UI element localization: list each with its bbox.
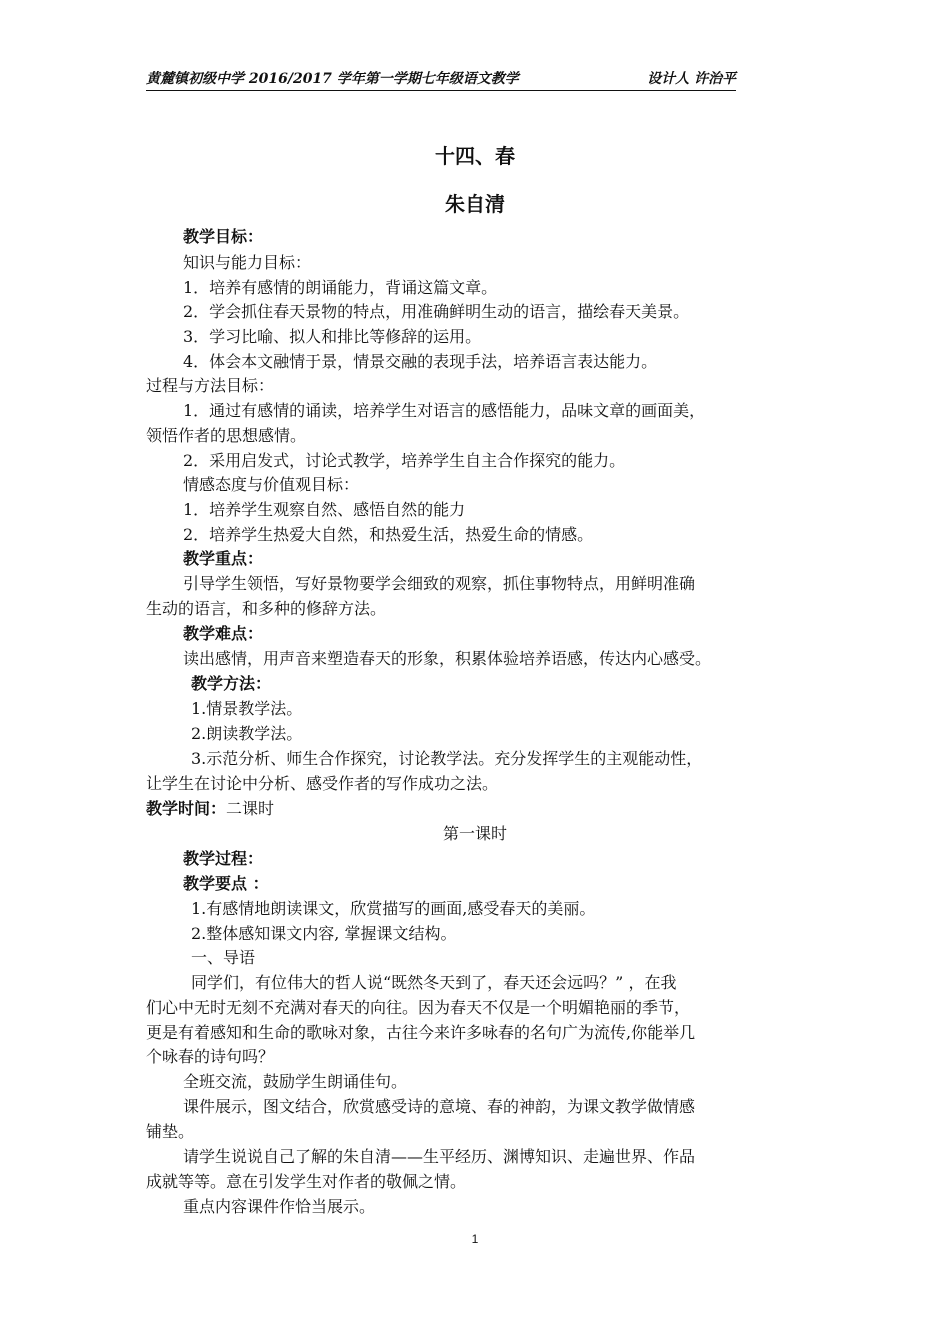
text-line: 2.朗读教学法。 bbox=[191, 724, 303, 743]
lesson-title: 十四、春 bbox=[435, 144, 515, 168]
text-line: 1．培养学生观察自然、感悟自然的能力 bbox=[183, 500, 466, 519]
text-line: 4．体会本文融情于景，情景交融的表现手法，培养语言表达能力。 bbox=[183, 352, 658, 371]
teaching-time-value: 二课时 bbox=[226, 799, 275, 818]
text-line: 1．培养有感情的朗诵能力，背诵这篇文章。 bbox=[183, 278, 498, 297]
page-number: 1 bbox=[471, 1232, 479, 1246]
teaching-time-label: 教学时间： bbox=[146, 799, 227, 818]
text-line: 1.情景教学法。 bbox=[191, 699, 303, 718]
text-line: 读出感情，用声音来塑造春天的形象，积累体验培养语感，传达内心感受。 bbox=[183, 649, 712, 668]
lesson-period-heading: 第一课时 bbox=[442, 824, 507, 843]
text-line: 全班交流，鼓励学生朗诵佳句。 bbox=[183, 1072, 408, 1091]
header-designer: 设计人 许治平 bbox=[647, 71, 736, 87]
text-line: 领悟作者的思想感情。 bbox=[146, 426, 307, 445]
text-line: 铺垫。 bbox=[146, 1122, 195, 1141]
text-line: 3．学习比喻、拟人和排比等修辞的运用。 bbox=[183, 327, 482, 346]
section-heading-objectives: 教学目标： bbox=[183, 227, 264, 246]
text-line: 3.示范分析、师生合作探究，讨论教学法。充分发挥学生的主观能动性， bbox=[191, 749, 703, 768]
section-heading-main-points: 教学要点 ： bbox=[183, 874, 269, 893]
teaching-time bbox=[146, 798, 274, 820]
page-header bbox=[146, 66, 736, 91]
text-line: 1．通过有感情的诵读，培养学生对语言的感悟能力，品味文章的画面美， bbox=[183, 401, 706, 420]
text-line: 们心中无时无刻不充满对春天的向往。因为春天不仅是一个明媚艳丽的季节， bbox=[146, 998, 691, 1017]
text-line: 2．培养学生热爱大自然，和热爱生活，热爱生命的情感。 bbox=[183, 525, 594, 544]
text-line: 让学生在讨论中分析、感受作者的写作成功之法。 bbox=[146, 774, 499, 793]
text-line: 重点内容课件作恰当展示。 bbox=[183, 1197, 376, 1216]
text-line: 课件展示，图文结合，欣赏感受诗的意境、春的神韵，为课文教学做情感 bbox=[183, 1097, 696, 1116]
section-heading-difficulties: 教学难点： bbox=[183, 624, 264, 643]
text-line: 同学们，有位伟大的哲人说“既然冬天到了，春天还会远吗？” ，在我 bbox=[191, 973, 677, 992]
section-heading-process: 教学过程： bbox=[183, 849, 264, 868]
text-line: 更是有着感知和生命的歌咏对象，古往今来许多咏春的名句广为流传,你能举几 bbox=[146, 1023, 696, 1042]
text-line: 引导学生领悟，写好景物要学会细致的观察，抓住事物特点，用鲜明准确 bbox=[183, 574, 696, 593]
text-line: 2．学会抓住春天景物的特点，用准确鲜明生动的语言，描绘春天美景。 bbox=[183, 302, 690, 321]
header-school-course: 黄麓镇初级中学 2016/2017 学年第一学期七年级语文教学 bbox=[146, 71, 519, 87]
text-line: 一、导语 bbox=[191, 948, 256, 967]
text-line: 成就等等。意在引发学生对作者的敬佩之情。 bbox=[146, 1172, 467, 1191]
text-line: 2.整体感知课文内容, 掌握课文结构。 bbox=[191, 924, 457, 943]
section-heading-key-points: 教学重点： bbox=[183, 549, 264, 568]
text-line: 知识与能力目标： bbox=[183, 253, 312, 272]
text-line: 1.有感情地朗读课文，欣赏描写的画面,感受春天的美丽。 bbox=[191, 899, 596, 918]
text-line: 请学生说说自己了解的朱自清——生平经历、渊博知识、走遍世界、作品 bbox=[183, 1147, 696, 1166]
text-line: 个咏春的诗句吗？ bbox=[146, 1047, 275, 1066]
author-name: 朱自清 bbox=[445, 192, 505, 216]
text-line: 过程与方法目标： bbox=[146, 376, 275, 395]
text-line: 2．采用启发式，讨论式教学，培养学生自主合作探究的能力。 bbox=[183, 451, 626, 470]
text-line: 情感态度与价值观目标： bbox=[183, 475, 360, 494]
section-heading-methods: 教学方法： bbox=[191, 674, 272, 693]
text-line: 生动的语言，和多种的修辞方法。 bbox=[146, 599, 387, 618]
